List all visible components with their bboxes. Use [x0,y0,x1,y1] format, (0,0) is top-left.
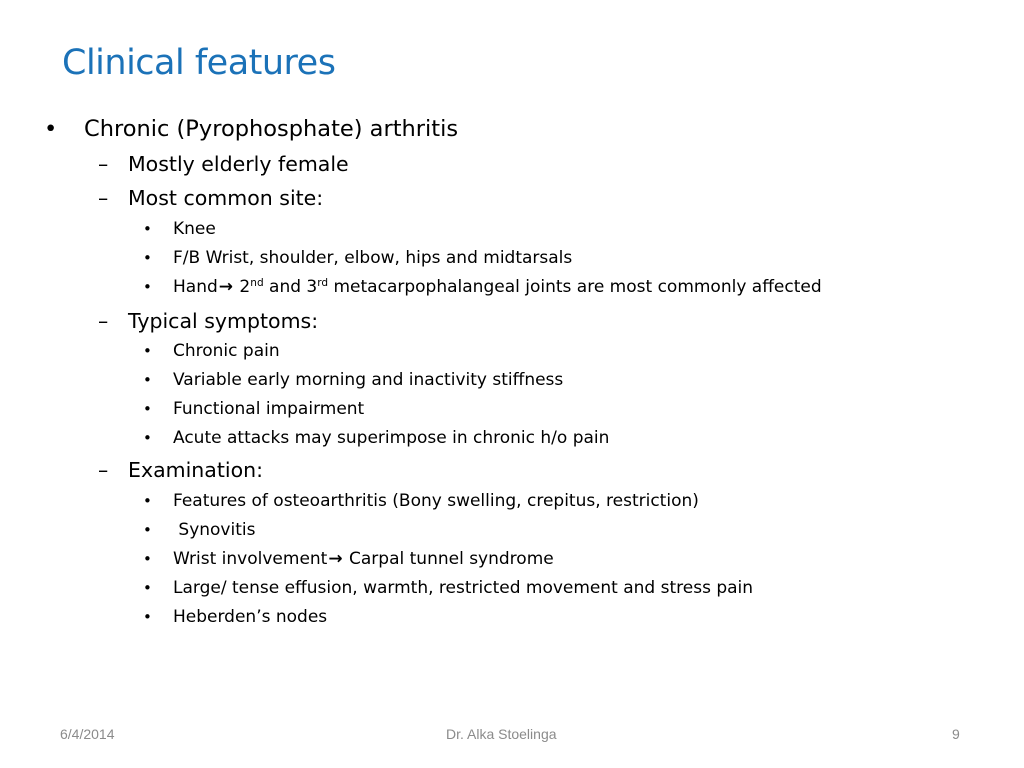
bullet-marker: • [44,116,58,142]
exam-item-text: Large/ tense effusion, warmth, restricted movement and stress pain [173,578,754,598]
symptom-item-text: Acute attacks may superimpose in chronic h/o pain [173,428,610,448]
bullet-marker: • [143,342,152,360]
exam-item-text [173,548,554,570]
bullet-marker: • [143,550,152,568]
hand-number-3: and 3 [263,277,318,297]
ordinal-rd: rd [317,277,329,290]
footer-date: 6/4/2014 [60,726,115,742]
ordinal-nd: nd [250,277,264,290]
dash-marker: – [98,152,109,176]
exam-item-text: Synovitis [173,520,256,540]
symptom-item-text: Variable early morning and inactivity stiffness [173,370,564,390]
bullet-marker: • [143,521,152,539]
exam-item-text: Heberden’s nodes [173,607,328,627]
bullet-marker: • [143,220,152,238]
exam-item-text: Features of osteoarthritis (Bony swelling, crepitus, restriction) [173,491,699,511]
bullet-marker: • [143,400,152,418]
bullet-marker: • [143,608,152,626]
bullet-marker: • [143,278,152,296]
site-item-text [173,276,822,298]
bullet-marker: • [143,579,152,597]
bullet-marker: • [143,249,152,267]
wrist-label: Wrist involvement [173,549,328,569]
dash-marker: – [98,186,109,210]
subitem-text: Most common site: [128,186,324,210]
right-arrow-icon: → [218,277,234,297]
dash-marker: – [98,309,109,333]
hand-label: Hand [173,277,218,297]
bullet-marker: • [143,371,152,389]
site-item-text: Knee [173,219,216,239]
slide-title: Clinical features [62,43,336,83]
site-item-text: F/B Wrist, shoulder, elbow, hips and midtarsals [173,248,573,268]
subitem-text: Mostly elderly female [128,152,349,176]
hand-number-2: 2 [234,277,251,297]
dash-marker: – [98,458,109,482]
symptom-item-text: Functional impairment [173,399,365,419]
right-arrow-icon: → [328,549,343,569]
subitem-text: Examination: [128,458,264,482]
symptom-item-text: Chronic pain [173,341,280,361]
subitem-text: Typical symptoms: [128,309,319,333]
hand-joints-text: metacarpophalangeal joints are most commonly affected [328,277,822,297]
wrist-result: Carpal tunnel syndrome [343,549,554,569]
bullet-marker: • [143,492,152,510]
bullet-text: Chronic (Pyrophosphate) arthritis [84,116,459,142]
bullet-marker: • [143,429,152,447]
footer-author: Dr. Alka Stoelinga [446,726,557,742]
slide-number: 9 [952,726,960,742]
